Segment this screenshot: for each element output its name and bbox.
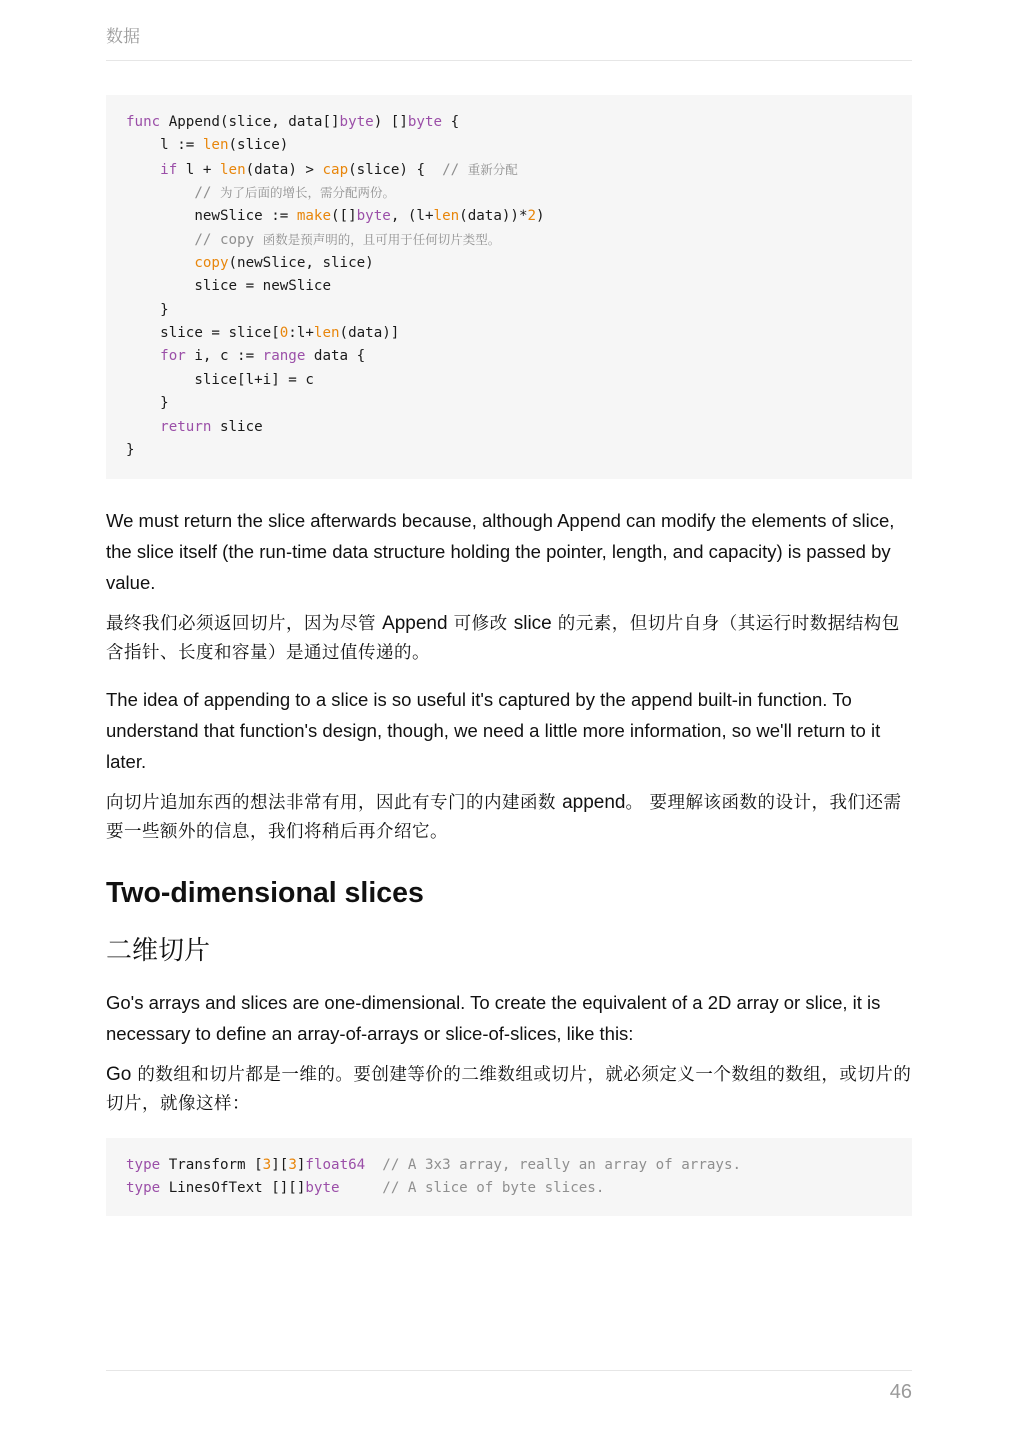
code-comment: 函数是预声明的，且可用于任何切片类型。 (262, 232, 501, 248)
code-line (126, 439, 892, 462)
code-line (126, 392, 892, 415)
header-divider (106, 60, 912, 61)
cjk-text: 最终我们必须返回切片，因为尽管 (106, 613, 383, 634)
code-comment: // (194, 185, 220, 202)
code-text: ][ (271, 1156, 289, 1173)
code-text (340, 1180, 383, 1196)
code-line (126, 322, 892, 345)
code-keyword: if (160, 161, 178, 178)
code-text: l + (177, 161, 220, 178)
cjk-text: 。 要理解该函数的设计，我们还需要一些额外的信息，我们将稍后再介绍它。 (106, 792, 902, 842)
code-text: ([] (331, 207, 357, 224)
code-line (126, 275, 892, 298)
code-builtin: len (219, 161, 246, 178)
cjk-text: 的数组和切片都是一维的。要创建等价的二维数组或切片，就必须定义一个数组的数组，或切片的切片，就像这样： (106, 1064, 912, 1114)
code-text: Append(slice, data[] (160, 114, 340, 130)
code-comment: 重新分配 (467, 161, 518, 177)
code-number: 2 (527, 207, 537, 224)
code-line (126, 158, 892, 181)
code-text (126, 255, 194, 271)
code-builtin: cap (322, 161, 349, 178)
code-text: } (126, 301, 169, 318)
code-keyword: type (126, 1180, 161, 1196)
code-line (126, 369, 892, 392)
code-text (126, 419, 160, 435)
code-builtin: copy (194, 254, 229, 271)
code-keyword: return (160, 418, 212, 435)
code-line (126, 252, 892, 275)
code-text: } (126, 395, 169, 412)
code-text (365, 1157, 382, 1173)
code-line (126, 416, 892, 439)
code-comment: 为了后面的增长，需分配两份。 (219, 185, 395, 201)
code-builtin: make (296, 207, 332, 224)
code-line (126, 228, 892, 251)
code-text: (data) > (245, 161, 323, 178)
paragraph-zh-2 (106, 788, 912, 847)
code-line (126, 1177, 892, 1200)
paragraph-zh-3 (106, 1060, 912, 1119)
code-comment: // copy (194, 232, 263, 249)
code-builtin: len (433, 207, 460, 224)
latin-term: append (562, 791, 626, 813)
code-text: , (l+ (390, 207, 434, 224)
code-text (126, 348, 160, 364)
code-text: (slice) { (348, 161, 443, 178)
code-text (126, 185, 194, 201)
code-text (126, 162, 160, 178)
latin-term: Append (382, 612, 448, 634)
page-number: 46 (889, 1381, 912, 1403)
code-text: slice = newSlice (126, 278, 331, 295)
code-keyword: type (126, 1156, 161, 1173)
code-text: (data))* (459, 207, 528, 224)
code-text: slice = slice[ (126, 324, 280, 341)
code-text (126, 232, 194, 248)
section-heading-zh: 二维切片 (106, 935, 211, 966)
code-keyword: float64 (305, 1156, 366, 1173)
code-text: (data)] (339, 324, 400, 341)
paragraph-en-3: Go's arrays and slices are one-dimensional. To create the equivalent of a 2D array or slice, it is necessary to define an array-of-arrays or slice-of-slices, like this: (106, 991, 881, 1044)
code-comment: // (442, 161, 468, 178)
code-line (126, 299, 892, 322)
code-text: Transform [ (160, 1156, 263, 1173)
code-text: LinesOfText [][] (160, 1180, 306, 1196)
latin-term: slice (513, 612, 552, 634)
paragraph-en-2: The idea of appending to a slice is so useful it's captured by the append built-in function. To understand that function's design, though, we need a little more information, so we'll return to it later. (106, 688, 881, 772)
footer-divider (106, 1370, 912, 1371)
code-text: } (126, 442, 135, 459)
code-line (126, 205, 892, 228)
paragraph-en-1: We must return the slice afterwards because, although Append can modify the elements of slice, the slice itself (the run-time data structure holding the pointer, length, and capacity) is passed by value. (106, 509, 895, 593)
code-text: (newSlice, slice) (228, 254, 374, 271)
code-text: data { (305, 348, 366, 365)
code-text: { (442, 114, 460, 130)
code-text: ) [] (373, 114, 408, 130)
code-number: 0 (279, 324, 289, 341)
code-text: i, c := (185, 348, 263, 365)
code-keyword: func (126, 114, 161, 130)
code-line (126, 134, 892, 157)
code-text: ) (536, 207, 545, 224)
section-heading-en: Two-dimensional slices (106, 876, 424, 909)
code-keyword: range (262, 348, 306, 365)
cjk-text: 向切片追加东西的想法非常有用，因此有专门的内建函数 (106, 792, 563, 813)
code-keyword: byte (339, 114, 374, 130)
code-text: :l+ (288, 324, 314, 341)
code-text: newSlice := (126, 207, 297, 224)
code-text: slice[l+i] = c (126, 371, 314, 388)
page-content (106, 95, 912, 1216)
code-builtin: len (202, 137, 229, 154)
code-keyword: byte (305, 1180, 340, 1196)
code-number: 3 (288, 1156, 297, 1173)
code-line (126, 1154, 892, 1177)
cjk-text: 可修改 (447, 613, 514, 634)
code-builtin: len (313, 324, 340, 341)
latin-term: Go (106, 1063, 132, 1085)
running-header: 数据 (106, 27, 140, 47)
code-line (126, 111, 892, 134)
cjk-text: 的元素，但切片自身（其运行时数据结构包含指针、长度和容量）是通过值传递的。 (106, 613, 900, 663)
code-line (126, 345, 892, 368)
paragraph-zh-1 (106, 609, 912, 668)
code-keyword: byte (356, 207, 391, 224)
code-text: ] (296, 1156, 306, 1173)
code-text: l := (126, 137, 203, 154)
code-line (126, 181, 892, 204)
code-text: (slice) (228, 137, 289, 154)
code-number: 3 (262, 1156, 272, 1173)
code-keyword: byte (407, 114, 443, 130)
code-keyword: for (160, 348, 186, 365)
code-block-append (106, 95, 912, 479)
code-text: slice (211, 418, 263, 435)
code-comment: // A 3x3 array, really an array of arrays. (382, 1156, 742, 1173)
code-comment: // A slice of byte slices. (382, 1180, 605, 1196)
code-block-types (106, 1138, 912, 1217)
